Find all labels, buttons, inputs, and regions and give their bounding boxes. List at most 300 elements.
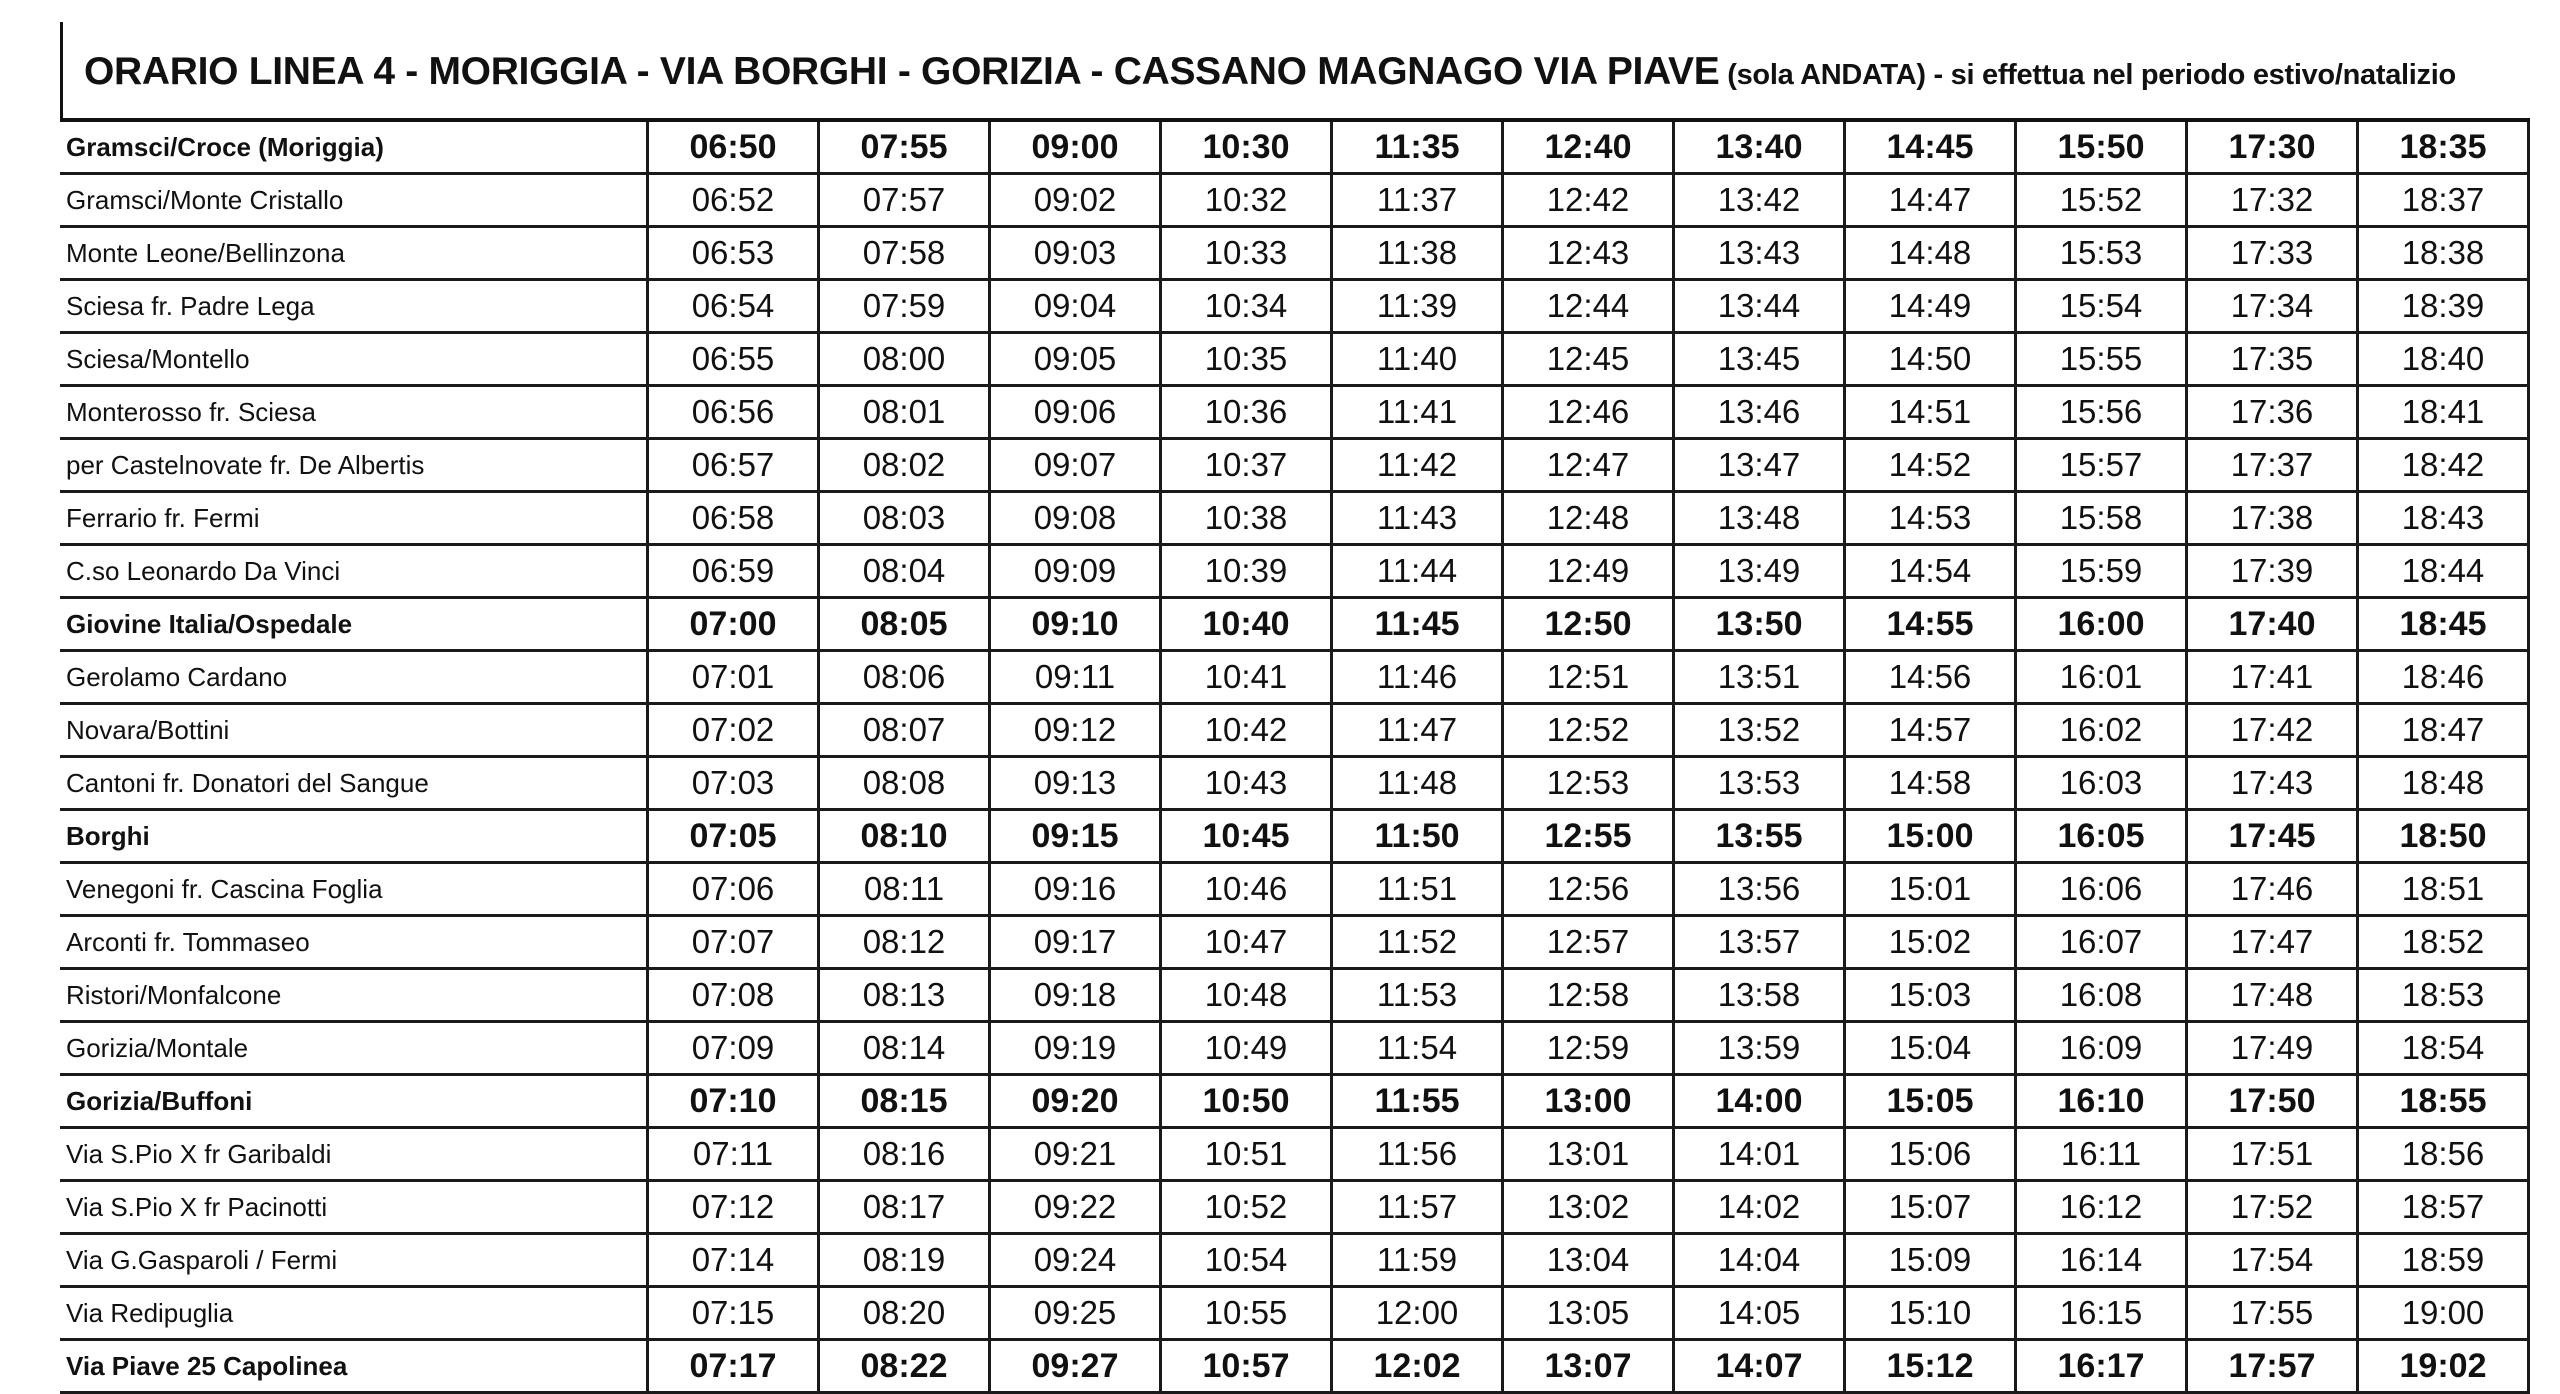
departure-time-cell: 10:30: [1161, 120, 1332, 174]
stop-name-cell: Via Piave 25 Capolinea: [60, 1340, 648, 1393]
departure-time-cell: 13:56: [1674, 863, 1845, 916]
departure-time-cell: 10:37: [1161, 439, 1332, 492]
stop-name-cell: Gerolamo Cardano: [60, 651, 648, 704]
departure-time-cell: 14:48: [1845, 227, 2016, 280]
departure-time-cell: 08:19: [819, 1234, 990, 1287]
departure-time-cell: 08:05: [819, 598, 990, 651]
departure-time-cell: 08:12: [819, 916, 990, 969]
stop-name-cell: Borghi: [60, 810, 648, 863]
departure-time-cell: 15:03: [1845, 969, 2016, 1022]
departure-time-cell: 11:59: [1332, 1234, 1503, 1287]
departure-time-cell: 12:51: [1503, 651, 1674, 704]
departure-time-cell: 10:51: [1161, 1128, 1332, 1181]
departure-time-cell: 14:47: [1845, 174, 2016, 227]
departure-time-cell: 09:17: [990, 916, 1161, 969]
departure-time-cell: 06:57: [648, 439, 819, 492]
table-row: [60, 757, 2529, 810]
departure-time-cell: 17:51: [2187, 1128, 2358, 1181]
departure-time-cell: 10:38: [1161, 492, 1332, 545]
departure-time-cell: 15:55: [2016, 333, 2187, 386]
departure-time-cell: 10:32: [1161, 174, 1332, 227]
table-row: [60, 969, 2529, 1022]
departure-time-cell: 12:53: [1503, 757, 1674, 810]
departure-time-cell: 18:50: [2358, 810, 2529, 863]
departure-time-cell: 14:54: [1845, 545, 2016, 598]
departure-time-cell: 14:56: [1845, 651, 2016, 704]
departure-time-cell: 10:47: [1161, 916, 1332, 969]
departure-time-cell: 18:35: [2358, 120, 2529, 174]
departure-time-cell: 09:21: [990, 1128, 1161, 1181]
departure-time-cell: 10:43: [1161, 757, 1332, 810]
departure-time-cell: 10:55: [1161, 1287, 1332, 1340]
table-row: [60, 545, 2529, 598]
departure-time-cell: 18:53: [2358, 969, 2529, 1022]
table-row: [60, 916, 2529, 969]
departure-time-cell: 12:02: [1332, 1340, 1503, 1393]
departure-time-cell: 10:54: [1161, 1234, 1332, 1287]
departure-time-cell: 18:59: [2358, 1234, 2529, 1287]
departure-time-cell: 11:54: [1332, 1022, 1503, 1075]
table-row: [60, 1340, 2529, 1393]
departure-time-cell: 16:15: [2016, 1287, 2187, 1340]
departure-time-cell: 18:40: [2358, 333, 2529, 386]
departure-time-cell: 17:43: [2187, 757, 2358, 810]
departure-time-cell: 07:10: [648, 1075, 819, 1128]
departure-time-cell: 08:01: [819, 386, 990, 439]
departure-time-cell: 11:46: [1332, 651, 1503, 704]
departure-time-cell: 18:42: [2358, 439, 2529, 492]
departure-time-cell: 09:07: [990, 439, 1161, 492]
departure-time-cell: 08:16: [819, 1128, 990, 1181]
departure-time-cell: 09:02: [990, 174, 1161, 227]
departure-time-cell: 11:47: [1332, 704, 1503, 757]
departure-time-cell: 07:06: [648, 863, 819, 916]
departure-time-cell: 06:58: [648, 492, 819, 545]
departure-time-cell: 09:27: [990, 1340, 1161, 1393]
departure-time-cell: 13:45: [1674, 333, 1845, 386]
departure-time-cell: 12:00: [1332, 1287, 1503, 1340]
departure-time-cell: 09:00: [990, 120, 1161, 174]
departure-time-cell: 08:06: [819, 651, 990, 704]
departure-time-cell: 13:04: [1503, 1234, 1674, 1287]
departure-time-cell: 11:40: [1332, 333, 1503, 386]
table-row: [60, 1181, 2529, 1234]
departure-time-cell: 11:42: [1332, 439, 1503, 492]
departure-time-cell: 09:05: [990, 333, 1161, 386]
departure-time-cell: 13:53: [1674, 757, 1845, 810]
departure-time-cell: 08:02: [819, 439, 990, 492]
departure-time-cell: 07:08: [648, 969, 819, 1022]
table-row: [60, 1075, 2529, 1128]
departure-time-cell: 13:51: [1674, 651, 1845, 704]
departure-time-cell: 18:43: [2358, 492, 2529, 545]
stop-name-cell: Via S.Pio X fr Pacinotti: [60, 1181, 648, 1234]
title-main: ORARIO LINEA 4 - MORIGGIA - VIA BORGHI - GORIZIA - CASSANO MAGNAGO VIA PIAVE: [84, 50, 1720, 93]
departure-time-cell: 15:02: [1845, 916, 2016, 969]
departure-time-cell: 12:49: [1503, 545, 1674, 598]
table-row: [60, 810, 2529, 863]
departure-time-cell: 13:47: [1674, 439, 1845, 492]
departure-time-cell: 10:52: [1161, 1181, 1332, 1234]
departure-time-cell: 12:55: [1503, 810, 1674, 863]
departure-time-cell: 15:53: [2016, 227, 2187, 280]
departure-time-cell: 13:55: [1674, 810, 1845, 863]
departure-time-cell: 07:57: [819, 174, 990, 227]
departure-time-cell: 07:05: [648, 810, 819, 863]
departure-time-cell: 11:38: [1332, 227, 1503, 280]
departure-time-cell: 08:03: [819, 492, 990, 545]
departure-time-cell: 13:57: [1674, 916, 1845, 969]
departure-time-cell: 13:00: [1503, 1075, 1674, 1128]
departure-time-cell: 06:53: [648, 227, 819, 280]
departure-time-cell: 17:33: [2187, 227, 2358, 280]
departure-time-cell: 12:44: [1503, 280, 1674, 333]
departure-time-cell: 11:41: [1332, 386, 1503, 439]
departure-time-cell: 09:11: [990, 651, 1161, 704]
departure-time-cell: 17:36: [2187, 386, 2358, 439]
departure-time-cell: 17:41: [2187, 651, 2358, 704]
departure-time-cell: 15:50: [2016, 120, 2187, 174]
timetable-body: [60, 120, 2529, 1393]
departure-time-cell: 16:14: [2016, 1234, 2187, 1287]
departure-time-cell: 16:17: [2016, 1340, 2187, 1393]
departure-time-cell: 19:00: [2358, 1287, 2529, 1340]
stop-name-cell: Monterosso fr. Sciesa: [60, 386, 648, 439]
departure-time-cell: 07:00: [648, 598, 819, 651]
departure-time-cell: 17:46: [2187, 863, 2358, 916]
departure-time-cell: 17:48: [2187, 969, 2358, 1022]
stop-name-cell: Cantoni fr. Donatori del Sangue: [60, 757, 648, 810]
departure-time-cell: 13:59: [1674, 1022, 1845, 1075]
departure-time-cell: 10:49: [1161, 1022, 1332, 1075]
departure-time-cell: 09:19: [990, 1022, 1161, 1075]
departure-time-cell: 12:46: [1503, 386, 1674, 439]
stop-name-cell: Novara/Bottini: [60, 704, 648, 757]
departure-time-cell: 16:08: [2016, 969, 2187, 1022]
left-border-rule: [60, 22, 63, 122]
departure-time-cell: 16:09: [2016, 1022, 2187, 1075]
departure-time-cell: 08:04: [819, 545, 990, 598]
departure-time-cell: 18:45: [2358, 598, 2529, 651]
departure-time-cell: 17:57: [2187, 1340, 2358, 1393]
departure-time-cell: 08:13: [819, 969, 990, 1022]
stop-name-cell: Monte Leone/Bellinzona: [60, 227, 648, 280]
departure-time-cell: 09:22: [990, 1181, 1161, 1234]
departure-time-cell: 17:37: [2187, 439, 2358, 492]
departure-time-cell: 15:59: [2016, 545, 2187, 598]
departure-time-cell: 17:55: [2187, 1287, 2358, 1340]
departure-time-cell: 06:59: [648, 545, 819, 598]
departure-time-cell: 10:41: [1161, 651, 1332, 704]
departure-time-cell: 18:54: [2358, 1022, 2529, 1075]
departure-time-cell: 07:14: [648, 1234, 819, 1287]
departure-time-cell: 11:37: [1332, 174, 1503, 227]
departure-time-cell: 10:39: [1161, 545, 1332, 598]
departure-time-cell: 11:55: [1332, 1075, 1503, 1128]
departure-time-cell: 18:55: [2358, 1075, 2529, 1128]
departure-time-cell: 08:17: [819, 1181, 990, 1234]
departure-time-cell: 12:47: [1503, 439, 1674, 492]
departure-time-cell: 18:39: [2358, 280, 2529, 333]
departure-time-cell: 15:10: [1845, 1287, 2016, 1340]
table-row: [60, 1022, 2529, 1075]
departure-time-cell: 11:50: [1332, 810, 1503, 863]
departure-time-cell: 09:10: [990, 598, 1161, 651]
departure-time-cell: 07:55: [819, 120, 990, 174]
departure-time-cell: 11:48: [1332, 757, 1503, 810]
departure-time-cell: 13:48: [1674, 492, 1845, 545]
departure-time-cell: 07:12: [648, 1181, 819, 1234]
departure-time-cell: 13:40: [1674, 120, 1845, 174]
departure-time-cell: 14:45: [1845, 120, 2016, 174]
departure-time-cell: 19:02: [2358, 1340, 2529, 1393]
departure-time-cell: 11:45: [1332, 598, 1503, 651]
departure-time-cell: 18:51: [2358, 863, 2529, 916]
table-row: [60, 492, 2529, 545]
departure-time-cell: 17:52: [2187, 1181, 2358, 1234]
departure-time-cell: 14:57: [1845, 704, 2016, 757]
departure-time-cell: 13:50: [1674, 598, 1845, 651]
stop-name-cell: C.so Leonardo Da Vinci: [60, 545, 648, 598]
departure-time-cell: 11:51: [1332, 863, 1503, 916]
departure-time-cell: 13:52: [1674, 704, 1845, 757]
departure-time-cell: 15:56: [2016, 386, 2187, 439]
departure-time-cell: 10:35: [1161, 333, 1332, 386]
page-title: [84, 50, 2456, 94]
stop-name-cell: Sciesa fr. Padre Lega: [60, 280, 648, 333]
departure-time-cell: 10:46: [1161, 863, 1332, 916]
departure-time-cell: 15:07: [1845, 1181, 2016, 1234]
departure-time-cell: 13:46: [1674, 386, 1845, 439]
departure-time-cell: 10:33: [1161, 227, 1332, 280]
departure-time-cell: 06:56: [648, 386, 819, 439]
departure-time-cell: 10:50: [1161, 1075, 1332, 1128]
departure-time-cell: 11:52: [1332, 916, 1503, 969]
departure-time-cell: 14:53: [1845, 492, 2016, 545]
departure-time-cell: 09:18: [990, 969, 1161, 1022]
departure-time-cell: 17:39: [2187, 545, 2358, 598]
stop-name-cell: Gramsci/Monte Cristallo: [60, 174, 648, 227]
departure-time-cell: 07:11: [648, 1128, 819, 1181]
stop-name-cell: Ristori/Monfalcone: [60, 969, 648, 1022]
departure-time-cell: 08:07: [819, 704, 990, 757]
departure-time-cell: 10:34: [1161, 280, 1332, 333]
departure-time-cell: 12:50: [1503, 598, 1674, 651]
table-row: [60, 598, 2529, 651]
departure-time-cell: 18:38: [2358, 227, 2529, 280]
timetable-sheet: [60, 22, 2530, 1385]
stop-name-cell: per Castelnovate fr. De Albertis: [60, 439, 648, 492]
departure-time-cell: 08:08: [819, 757, 990, 810]
departure-time-cell: 16:06: [2016, 863, 2187, 916]
departure-time-cell: 12:43: [1503, 227, 1674, 280]
departure-time-cell: 13:58: [1674, 969, 1845, 1022]
departure-time-cell: 10:45: [1161, 810, 1332, 863]
departure-time-cell: 09:13: [990, 757, 1161, 810]
departure-time-cell: 11:39: [1332, 280, 1503, 333]
departure-time-cell: 17:50: [2187, 1075, 2358, 1128]
table-row: [60, 1287, 2529, 1340]
departure-time-cell: 14:05: [1674, 1287, 1845, 1340]
departure-time-cell: 13:43: [1674, 227, 1845, 280]
table-row: [60, 174, 2529, 227]
departure-time-cell: 18:47: [2358, 704, 2529, 757]
departure-time-cell: 07:03: [648, 757, 819, 810]
departure-time-cell: 14:50: [1845, 333, 2016, 386]
departure-time-cell: 07:09: [648, 1022, 819, 1075]
departure-time-cell: 15:01: [1845, 863, 2016, 916]
departure-time-cell: 13:49: [1674, 545, 1845, 598]
departure-time-cell: 18:44: [2358, 545, 2529, 598]
departure-time-cell: 06:50: [648, 120, 819, 174]
table-row: [60, 704, 2529, 757]
departure-time-cell: 12:48: [1503, 492, 1674, 545]
stop-name-cell: Arconti fr. Tommaseo: [60, 916, 648, 969]
departure-time-cell: 15:00: [1845, 810, 2016, 863]
departure-time-cell: 12:56: [1503, 863, 1674, 916]
departure-time-cell: 16:02: [2016, 704, 2187, 757]
departure-time-cell: 09:04: [990, 280, 1161, 333]
departure-time-cell: 07:15: [648, 1287, 819, 1340]
departure-time-cell: 08:20: [819, 1287, 990, 1340]
departure-time-cell: 11:44: [1332, 545, 1503, 598]
departure-time-cell: 18:46: [2358, 651, 2529, 704]
departure-time-cell: 09:24: [990, 1234, 1161, 1287]
table-row: [60, 1234, 2529, 1287]
stop-name-cell: Via G.Gasparoli / Fermi: [60, 1234, 648, 1287]
departure-time-cell: 18:57: [2358, 1181, 2529, 1234]
departure-time-cell: 08:00: [819, 333, 990, 386]
departure-time-cell: 16:03: [2016, 757, 2187, 810]
departure-time-cell: 14:01: [1674, 1128, 1845, 1181]
title-subtitle: (sola ANDATA) - si effettua nel periodo estivo/natalizio: [1719, 59, 2456, 91]
departure-time-cell: 13:07: [1503, 1340, 1674, 1393]
table-row: [60, 386, 2529, 439]
departure-time-cell: 14:58: [1845, 757, 2016, 810]
departure-time-cell: 16:07: [2016, 916, 2187, 969]
departure-time-cell: 13:02: [1503, 1181, 1674, 1234]
table-row: [60, 863, 2529, 916]
table-row: [60, 120, 2529, 174]
departure-time-cell: 09:08: [990, 492, 1161, 545]
table-row: [60, 333, 2529, 386]
table-row: [60, 1128, 2529, 1181]
departure-time-cell: 12:40: [1503, 120, 1674, 174]
departure-time-cell: 10:57: [1161, 1340, 1332, 1393]
departure-time-cell: 09:12: [990, 704, 1161, 757]
stop-name-cell: Sciesa/Montello: [60, 333, 648, 386]
departure-time-cell: 11:35: [1332, 120, 1503, 174]
departure-time-cell: 18:56: [2358, 1128, 2529, 1181]
departure-time-cell: 15:04: [1845, 1022, 2016, 1075]
departure-time-cell: 18:41: [2358, 386, 2529, 439]
stop-name-cell: Giovine Italia/Ospedale: [60, 598, 648, 651]
departure-time-cell: 12:52: [1503, 704, 1674, 757]
departure-time-cell: 14:51: [1845, 386, 2016, 439]
departure-time-cell: 09:06: [990, 386, 1161, 439]
departure-time-cell: 18:52: [2358, 916, 2529, 969]
departure-time-cell: 14:52: [1845, 439, 2016, 492]
departure-time-cell: 14:49: [1845, 280, 2016, 333]
stop-name-cell: Venegoni fr. Cascina Foglia: [60, 863, 648, 916]
departure-time-cell: 12:58: [1503, 969, 1674, 1022]
departure-time-cell: 07:17: [648, 1340, 819, 1393]
departure-time-cell: 12:42: [1503, 174, 1674, 227]
stop-name-cell: Via S.Pio X fr Garibaldi: [60, 1128, 648, 1181]
table-row: [60, 439, 2529, 492]
departure-time-cell: 08:10: [819, 810, 990, 863]
departure-time-cell: 07:59: [819, 280, 990, 333]
departure-time-cell: 13:01: [1503, 1128, 1674, 1181]
departure-time-cell: 12:45: [1503, 333, 1674, 386]
departure-time-cell: 09:09: [990, 545, 1161, 598]
departure-time-cell: 15:52: [2016, 174, 2187, 227]
departure-time-cell: 10:40: [1161, 598, 1332, 651]
departure-time-cell: 15:58: [2016, 492, 2187, 545]
departure-time-cell: 07:01: [648, 651, 819, 704]
departure-time-cell: 12:57: [1503, 916, 1674, 969]
departure-time-cell: 14:55: [1845, 598, 2016, 651]
departure-time-cell: 17:49: [2187, 1022, 2358, 1075]
departure-time-cell: 07:58: [819, 227, 990, 280]
departure-time-cell: 13:05: [1503, 1287, 1674, 1340]
departure-time-cell: 08:15: [819, 1075, 990, 1128]
departure-time-cell: 16:11: [2016, 1128, 2187, 1181]
departure-time-cell: 16:01: [2016, 651, 2187, 704]
departure-time-cell: 16:05: [2016, 810, 2187, 863]
departure-time-cell: 07:02: [648, 704, 819, 757]
stop-name-cell: Ferrario fr. Fermi: [60, 492, 648, 545]
table-row: [60, 227, 2529, 280]
departure-time-cell: 17:35: [2187, 333, 2358, 386]
departure-time-cell: 15:09: [1845, 1234, 2016, 1287]
departure-time-cell: 17:45: [2187, 810, 2358, 863]
departure-time-cell: 13:44: [1674, 280, 1845, 333]
departure-time-cell: 15:12: [1845, 1340, 2016, 1393]
departure-time-cell: 10:36: [1161, 386, 1332, 439]
departure-time-cell: 17:38: [2187, 492, 2358, 545]
departure-time-cell: 11:56: [1332, 1128, 1503, 1181]
departure-time-cell: 15:05: [1845, 1075, 2016, 1128]
departure-time-cell: 14:02: [1674, 1181, 1845, 1234]
departure-time-cell: 07:07: [648, 916, 819, 969]
departure-time-cell: 11:53: [1332, 969, 1503, 1022]
departure-time-cell: 18:48: [2358, 757, 2529, 810]
departure-time-cell: 16:10: [2016, 1075, 2187, 1128]
departure-time-cell: 17:40: [2187, 598, 2358, 651]
departure-time-cell: 14:04: [1674, 1234, 1845, 1287]
stop-name-cell: Gorizia/Montale: [60, 1022, 648, 1075]
departure-time-cell: 18:37: [2358, 174, 2529, 227]
stop-name-cell: Gorizia/Buffoni: [60, 1075, 648, 1128]
departure-time-cell: 09:25: [990, 1287, 1161, 1340]
stop-name-cell: Gramsci/Croce (Moriggia): [60, 120, 648, 174]
table-row: [60, 280, 2529, 333]
departure-time-cell: 11:57: [1332, 1181, 1503, 1234]
departure-time-cell: 08:11: [819, 863, 990, 916]
departure-time-cell: 13:42: [1674, 174, 1845, 227]
departure-time-cell: 10:48: [1161, 969, 1332, 1022]
departure-time-cell: 09:15: [990, 810, 1161, 863]
departure-time-cell: 12:59: [1503, 1022, 1674, 1075]
departure-time-cell: 14:00: [1674, 1075, 1845, 1128]
departure-time-cell: 08:22: [819, 1340, 990, 1393]
departure-time-cell: 15:57: [2016, 439, 2187, 492]
departure-time-cell: 17:30: [2187, 120, 2358, 174]
departure-time-cell: 17:42: [2187, 704, 2358, 757]
departure-time-cell: 16:00: [2016, 598, 2187, 651]
departure-time-cell: 06:52: [648, 174, 819, 227]
